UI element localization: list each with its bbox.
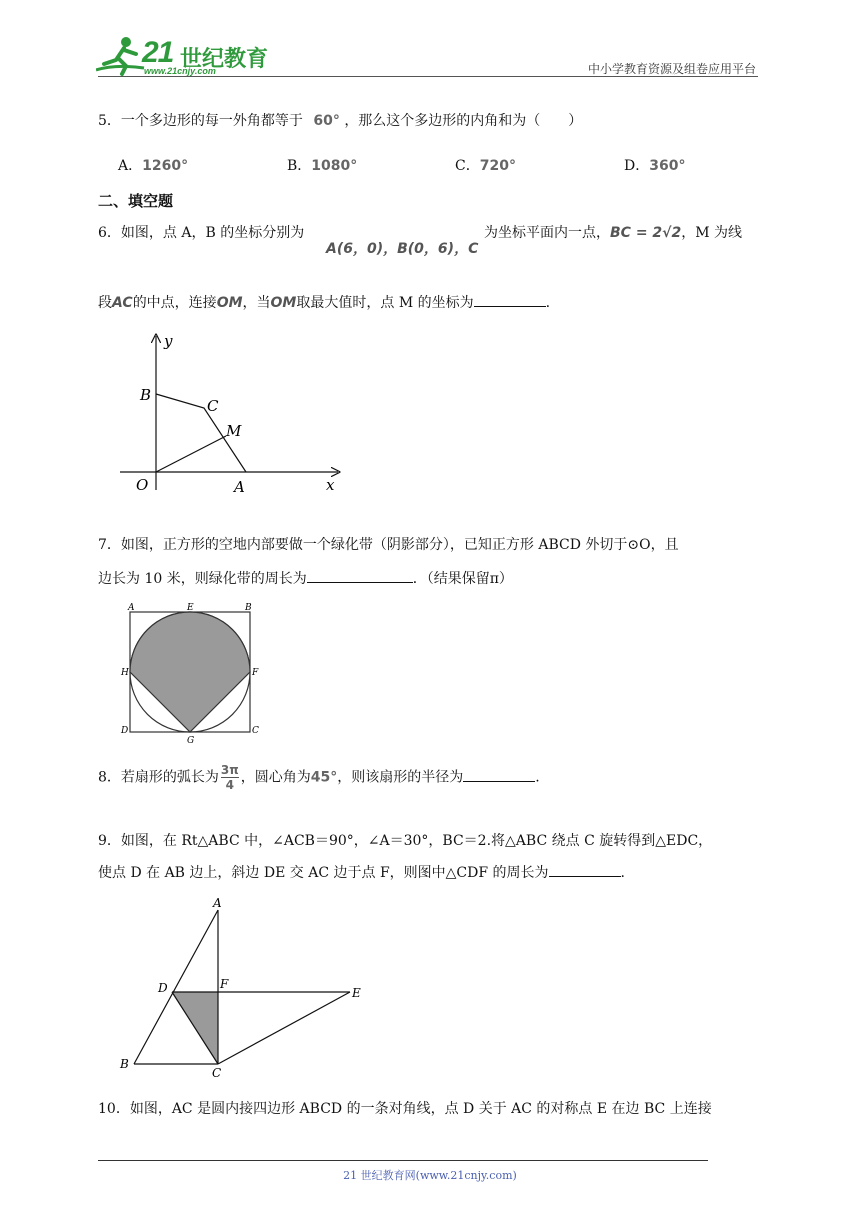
label-a: A xyxy=(128,603,135,613)
q9-rotation-figure xyxy=(116,894,376,1080)
logo-text: 世纪教育 xyxy=(180,47,269,72)
logo-url: www.21cnjy.com xyxy=(144,66,216,76)
q7-answer-blank[interactable] xyxy=(307,568,413,583)
label-f: F xyxy=(252,668,259,678)
q8-arc-fraction: $\frac{3\pi}{4}$ xyxy=(220,763,239,792)
label-d: D xyxy=(158,981,168,995)
q5-angle: 60° xyxy=(313,113,340,129)
segment-ce xyxy=(218,992,350,1064)
label-c: C xyxy=(212,1066,222,1080)
question-9-line2: 使点 D 在 AB 边上，斜边 DE 交 AC 边于点 F，则图中△CDF 的周长为 . xyxy=(98,862,625,882)
label-x: x xyxy=(326,476,335,494)
question-10-line1: 10．如图，AC 是圆内接四边形 ABCD 的一条对角线，点 D 关于 AC 的对称点 E 在边 BC 上连接 xyxy=(98,1101,712,1117)
question-5-stem: 5．一个多边形的每一外角都等于 60° ，那么这个多边形的内角和为（ ） xyxy=(98,113,583,129)
q9-answer-blank[interactable] xyxy=(549,862,621,877)
q6-answer-blank[interactable] xyxy=(474,292,546,307)
q8-answer-blank[interactable] xyxy=(463,767,535,782)
question-7-line1: 7．如图，正方形的空地内部要做一个绿化带（阴影部分），已知正方形 ABCD 外切于⊙O，且 xyxy=(98,537,679,553)
label-o: O xyxy=(136,476,149,494)
label-h: H xyxy=(121,668,129,678)
label-b: B xyxy=(140,386,152,404)
segment-om xyxy=(156,436,226,472)
logo-number: 21 xyxy=(142,36,174,69)
q6-coordinate-figure xyxy=(110,330,350,500)
shaded-green-belt xyxy=(130,612,250,732)
label-f: F xyxy=(220,977,229,991)
label-a: A xyxy=(234,478,245,496)
question-9-line1: 9．如图，在 Rt△ABC 中，∠ACB＝90°，∠A＝30°，BC＝2.将△ABC 绕点 C 旋转得到△EDC， xyxy=(98,833,713,849)
q5-option-d[interactable]: D．360° xyxy=(624,158,686,174)
header-platform-text: 中小学教育资源及组卷应用平台 xyxy=(587,62,756,76)
header-divider xyxy=(98,76,758,77)
label-d: D xyxy=(121,726,129,736)
runner-logo-icon xyxy=(96,34,148,76)
question-6-line2: 段AC的中点，连接OM，当OM取最大值时，点 M 的坐标为 . xyxy=(98,292,550,312)
label-c: C xyxy=(207,397,219,415)
q6-coords: A(6，0)，B(0，6)，C xyxy=(326,241,479,257)
question-6-line1: 6．如图，点 A，B 的坐标分别为 xyxy=(98,225,305,241)
question-8: 8．若扇形的弧长为 $\frac{3\pi}{4}$ ，圆心角为45°，则该扇形的半径为 . xyxy=(98,763,540,792)
section-title: 二、填空题 xyxy=(98,192,174,210)
label-g: G xyxy=(187,736,195,746)
label-b: B xyxy=(245,603,252,613)
footer-divider xyxy=(98,1160,708,1161)
label-e: E xyxy=(187,603,194,613)
q5-option-c[interactable]: C．720° xyxy=(455,158,516,174)
footer-text: 21 世纪教育网(www.21cnjy.com) xyxy=(343,1169,517,1182)
label-a: A xyxy=(213,896,222,910)
q7-square-circle-figure xyxy=(118,600,264,746)
label-y: y xyxy=(164,332,173,350)
q6-bc: BC = 2√2 xyxy=(610,225,682,241)
label-m: M xyxy=(226,422,242,440)
question-6-line1b: 为坐标平面内一点，BC = 2√2，M 为线 xyxy=(484,225,743,241)
label-e: E xyxy=(352,986,361,1000)
label-c: C xyxy=(252,726,259,736)
q5-option-a[interactable]: A．1260° xyxy=(118,158,189,174)
question-7-line2: 边长为 10 米，则绿化带的周长为 ．（结果保留π） xyxy=(98,568,513,588)
q5-option-b[interactable]: B．1080° xyxy=(287,158,358,174)
label-b: B xyxy=(120,1057,129,1071)
